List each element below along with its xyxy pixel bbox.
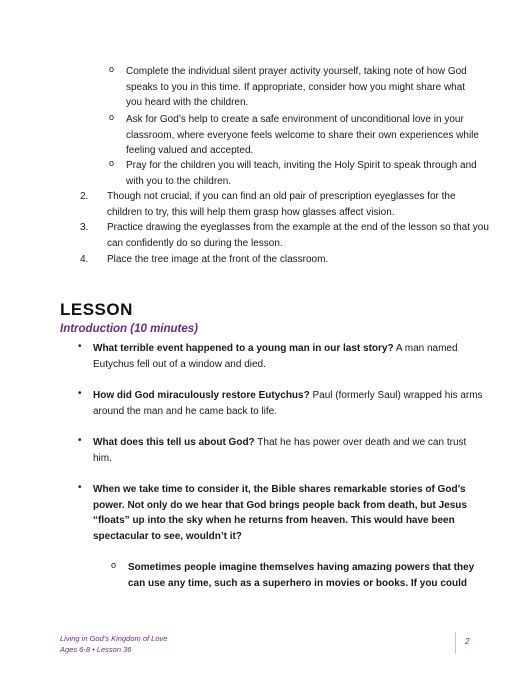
- intro-heading: Introduction (10 minutes): [60, 323, 198, 335]
- power-paragraph-item: [78, 482, 485, 544]
- answer-text: A man named Eutychus fell out of a window and died.: [93, 343, 458, 370]
- prep-numbered-item: [80, 189, 492, 220]
- prep-numbered-item: [80, 252, 492, 268]
- prep-sub-bullet: [109, 64, 482, 111]
- bullet-marker: •: [78, 341, 82, 352]
- question-text: How did God miraculously restore Eutychus?: [93, 390, 310, 401]
- footer: [60, 633, 167, 655]
- sub-question-text: Sometimes people imagine themselves having amazing powers that they can use any time, such as a superhero in movies or books. If you could: [128, 562, 475, 589]
- item-text: Practice drawing the eyeglasses from the example at the end of the lesson so that you can confidently do so during the lesson.: [107, 222, 489, 249]
- prep-sub-bullet-text: Pray for the children you will teach, inviting the Holy Spirit to speak through and with you to the children.: [126, 160, 477, 187]
- sub-bullet-marker: o: [111, 560, 117, 570]
- item-text: Though not crucial, if you can find an old pair of prescription eyeglasses for the children to try, this will help them grasp how glasses affect vision.: [107, 191, 456, 218]
- prep-sub-bullet-text: Complete the individual silent prayer activity yourself, taking note of how God speaks to you in this time. If appropriate, consider how you might share what you heard with the children.: [126, 66, 467, 108]
- bullet-marker: •: [78, 435, 82, 446]
- footer-subtitle: Ages 6-8 • Lesson 36: [60, 645, 132, 654]
- item-text: Place the tree image at the front of the classroom.: [107, 254, 329, 265]
- question-item: [78, 435, 485, 466]
- footer-divider: [455, 632, 456, 654]
- lesson-heading: LESSON: [60, 300, 133, 319]
- bullet-marker: •: [78, 482, 82, 493]
- prep-sub-bullet: [109, 112, 482, 159]
- answer-text: Paul (formerly Saul) wrapped his arms around the man and he came back to life.: [93, 390, 483, 417]
- sub-question-item: [111, 560, 480, 591]
- footer-title: Living in God’s Kingdom of Love: [60, 634, 168, 643]
- item-number: 2.: [80, 191, 89, 202]
- question-item: [78, 341, 485, 372]
- page-number: 2: [465, 637, 470, 646]
- item-number: 3.: [80, 222, 89, 233]
- prep-sub-bullet: [109, 158, 482, 189]
- question-text: What terrible event happened to a young man in our last story?: [93, 343, 394, 354]
- bullet-marker: •: [78, 388, 82, 399]
- item-number: 4.: [80, 254, 89, 265]
- sub-bullet-marker: o: [109, 112, 115, 122]
- question-text: What does this tell us about God?: [93, 437, 255, 448]
- prep-numbered-item: [80, 220, 492, 251]
- question-item: [78, 388, 485, 419]
- sub-bullet-marker: o: [109, 158, 115, 168]
- answer-text: That he has power over death and we can trust him.: [93, 437, 467, 464]
- prep-sub-bullet-text: Ask for God’s help to create a safe environment of unconditional love in your classroom, where everyone feels welcome to share their own experiences while feeling valued and accepted.: [126, 114, 479, 156]
- sub-bullet-marker: o: [109, 64, 115, 74]
- power-paragraph: When we take time to consider it, the Bible shares remarkable stories of God’s power. Not only do we hear that God brings people back from death, but Jesus “floats” up into the sky when he returns from heaven. This would have been spectacular to see, wouldn’t it?: [93, 484, 467, 542]
